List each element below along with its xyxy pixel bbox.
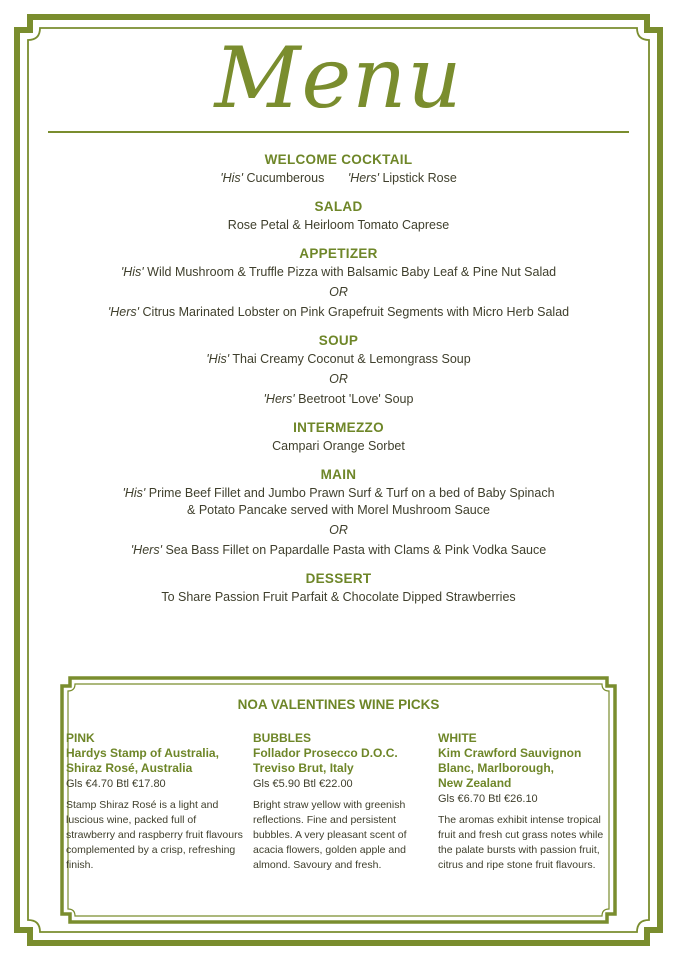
course-heading: WELCOME COCKTAIL: [264, 152, 413, 167]
course-item: [40, 304, 637, 321]
course-item: [40, 170, 637, 187]
course-welcome-cocktail: [40, 150, 637, 197]
course-item: [40, 217, 637, 234]
course-item-text: Prime Beef Fillet and Jumbo Prawn Surf & Turf on a bed of Baby Spinach: [145, 486, 555, 500]
course-item-continued: & Potato Pancake served with Morel Mushroom Sauce: [187, 503, 490, 517]
course-appetizer: [40, 244, 637, 331]
wine-name: Kim Crawford Sauvignon Blanc, Marlborough, New Zealand: [438, 746, 582, 790]
course-heading: APPETIZER: [299, 246, 378, 261]
or-separator: OR: [329, 372, 348, 386]
his-label: 'His': [206, 352, 230, 366]
course-item-text: Citrus Marinated Lobster on Pink Grapefruit Segments with Micro Herb Salad: [139, 305, 570, 319]
wine-price: Gls €6.70 Btl €26.10: [438, 793, 538, 805]
course-item-text: Cucumberous: [243, 171, 325, 185]
course-salad: [40, 197, 637, 244]
his-label: 'His': [120, 265, 144, 279]
course-item: [40, 485, 637, 502]
course-intermezzo: [40, 418, 637, 465]
title-divider: [48, 131, 629, 133]
course-item: [40, 589, 637, 606]
his-label: 'His': [220, 171, 244, 185]
course-item-text: Sea Bass Fillet on Papardalle Pasta with Clams & Pink Vodka Sauce: [161, 543, 547, 557]
wine-description: The aromas exhibit intense tropical fruit and fresh cut grass notes while the palate bursts with passion fruit, citrus and ripe stone fruit flavours.: [438, 814, 604, 871]
or-separator: OR: [329, 523, 348, 537]
hers-label: 'Hers': [263, 392, 295, 406]
course-heading: DESSERT: [305, 571, 372, 586]
wine-pick-pink: [66, 731, 246, 873]
wine-pick-white: [438, 731, 618, 873]
course-heading: INTERMEZZO: [293, 420, 384, 435]
wine-description: Bright straw yellow with greenish reflections. Fine and persistent bubbles. A very pleasant scent of acacia flowers, golden apple and almond. Savoury and fresh.: [253, 799, 407, 871]
hers-label: 'Hers': [130, 543, 162, 557]
wine-price: Gls €4.70 Btl €17.80: [66, 778, 166, 790]
menu-courses: [40, 150, 637, 606]
course-item-text: Lipstick Rose: [378, 171, 457, 185]
wine-description: Stamp Shiraz Rosé is a light and luscious wine, packed full of strawberry and raspberry fruit flavours complemented by a crisp, refreshing finish.: [66, 799, 243, 871]
course-main: [40, 465, 637, 569]
course-heading: SALAD: [314, 199, 363, 214]
wine-category: WHITE: [438, 731, 477, 745]
course-item-text: Wild Mushroom & Truffle Pizza with Balsamic Baby Leaf & Pine Nut Salad: [143, 265, 557, 279]
course-soup: [40, 331, 637, 418]
wine-price: Gls €5.90 Btl €22.00: [253, 778, 353, 790]
course-dessert: [40, 569, 637, 606]
course-item-text: Beetroot 'Love' Soup: [294, 392, 414, 406]
course-item-text: Thai Creamy Coconut & Lemongrass Soup: [229, 352, 471, 366]
wine-category: PINK: [66, 731, 95, 745]
menu-title: Menu: [214, 29, 463, 127]
wine-category: BUBBLES: [253, 731, 312, 745]
course-item-text: Rose Petal & Heirloom Tomato Caprese: [227, 218, 450, 232]
course-item: [40, 391, 637, 408]
wine-name: Follador Prosecco D.O.C. Treviso Brut, Italy: [253, 746, 398, 775]
wine-name: Hardys Stamp of Australia, Shiraz Rosé, Australia: [66, 746, 219, 775]
wine-picks-title: NOA VALENTINES WINE PICKS: [237, 697, 440, 712]
course-item: [40, 438, 637, 455]
hers-label: 'Hers': [347, 171, 379, 185]
course-heading: SOUP: [318, 333, 359, 348]
course-item-text: To Share Passion Fruit Parfait & Chocolate Dipped Strawberries: [161, 590, 516, 604]
wine-pick-bubbles: [253, 731, 433, 873]
course-item: [40, 351, 637, 368]
course-heading: MAIN: [320, 467, 357, 482]
course-item: [40, 264, 637, 281]
course-item: [40, 542, 637, 559]
or-separator: OR: [329, 285, 348, 299]
his-label: 'His': [122, 486, 146, 500]
course-item-text: Campari Orange Sorbet: [272, 439, 405, 453]
hers-label: 'Hers': [107, 305, 140, 319]
